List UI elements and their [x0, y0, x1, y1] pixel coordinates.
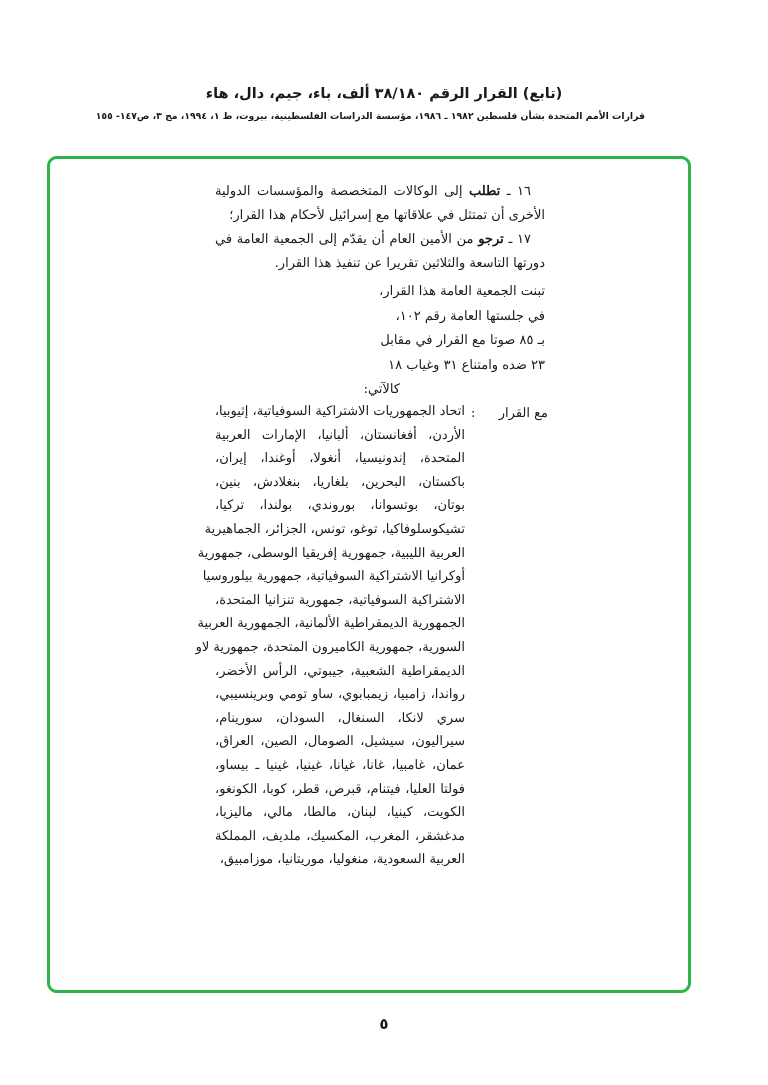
in-favour-country-list	[195, 400, 465, 872]
country-list-line: أوكرانيا الاشتراكية السوفياتية، جمهورية بيلوروسيا	[202, 569, 465, 585]
country-list-line: اتحاد الجمهوريات الاشتراكية السوفياتية، إثيوبيا،	[214, 404, 465, 419]
country-list-line: المتحدة، إندونيسيا، أنغولا، أوغندا، إيران،	[215, 451, 465, 467]
vote-in-favour-label: مع القرار	[498, 406, 548, 421]
adoption-line: في جلستها العامة رقم ١٠٢،	[395, 308, 545, 324]
page-header-title: (تابع) القرار الرقم ٣٨/١٨٠ ألف، باء، جيم، دال، هاء	[205, 86, 563, 102]
paragraph-number: ١٧ ـ	[508, 232, 531, 247]
adoption-line: بـ ٨٥ صوتا مع القرار في مقابل	[380, 333, 545, 348]
paragraph-17	[215, 228, 545, 276]
paragraph-text: إلى الوكالات المتخصصة والمؤسسات الدولية الأخرى أن تمتثل في علاقاتها مع إسرائيل لأحكام هذا القرار؛	[215, 184, 545, 223]
country-list-line: الجمهورية الديمقراطية الألمانية، الجمهورية العربية	[197, 616, 465, 632]
paragraph-lead-verb: ترجو	[478, 232, 504, 247]
country-list-line: رواندا، زامبيا، زيمبابوي، ساو تومي وبرينسيبي،	[215, 687, 465, 703]
country-list-line: الأردن، أفغانستان، ألبانيا، الإمارات العربية	[215, 427, 465, 443]
paragraph-number: ١٦ ـ	[506, 184, 531, 199]
page-header-source: قرارات الأمم المتحدة بشأن فلسطين ١٩٨٢ ـ ١٩٨٦، مؤسسة الدراسات الفلسطينية، بيروت، ط ١، ١٩٩٤، مج ٣، ص١٤٧- ١٥٥	[95, 111, 645, 122]
paragraph-text: من الأمين العام أن يقدّم إلى الجمعية العامة في دورتها التاسعة والثلاثين تقريرا عن تنفيذ هذا القرار.	[215, 232, 545, 271]
country-list-line: بوتان، بوتسوانا، بوروندي، بولندا، تركيا،	[215, 498, 465, 514]
country-list-line: تشيكوسلوفاكيا، توغو، تونس، الجزائر، الجماهيرية	[204, 521, 465, 537]
paragraph-16	[215, 180, 545, 228]
country-list-line: مدغشقر، المغرب، المكسيك، ملديف، المملكة	[215, 828, 465, 844]
adoption-line: تبنت الجمعية العامة هذا القرار،	[379, 284, 545, 299]
country-list-line: الديمقراطية الشعبية، جيبوتي، الرأس الأخضر،	[215, 663, 465, 679]
country-list-line: السورية، جمهورية الكاميرون المتحدة، جمهورية لاو	[195, 639, 465, 655]
adoption-line: ٢٣ ضده وامتناع ٣١ وغياب ١٨	[388, 357, 545, 373]
vote-label-colon: :	[471, 406, 476, 421]
country-list-line: العربية الليبية، جمهورية إفريقيا الوسطى، جمهورية	[197, 545, 465, 561]
country-list-line: سري لانكا، السنغال، السودان، سورينام،	[215, 710, 465, 726]
paragraph-lead-verb: تطلب	[468, 184, 501, 199]
country-list-line: سيراليون، سيشيل، الصومال، الصين، العراق،	[215, 734, 465, 750]
country-list-line: العربية السعودية، منغوليا، موريتانيا، موزامبيق،	[219, 852, 465, 868]
resolution-paragraphs	[215, 180, 545, 276]
country-list-line: باكستان، البحرين، بلغاريا، بنغلادش، بنين،	[215, 474, 465, 490]
adoption-statement	[225, 280, 545, 403]
adoption-manner: كالآتي:	[363, 382, 400, 397]
country-list-line: الاشتراكية السوفياتية، جمهورية تنزانيا المتحدة،	[215, 592, 465, 608]
country-list-line: الكويت، كينيا، لبنان، مالطا، مالي، ماليزيا،	[215, 805, 465, 821]
country-list-line: فولتا العليا، فيتنام، قبرص، قطر، كوبا، الكونغو،	[215, 781, 465, 797]
country-list-line: عمان، غامبيا، غانا، غيانا، غينيا، غينيا ـ بيساو،	[215, 757, 465, 773]
page-number: ٥	[379, 1015, 389, 1033]
